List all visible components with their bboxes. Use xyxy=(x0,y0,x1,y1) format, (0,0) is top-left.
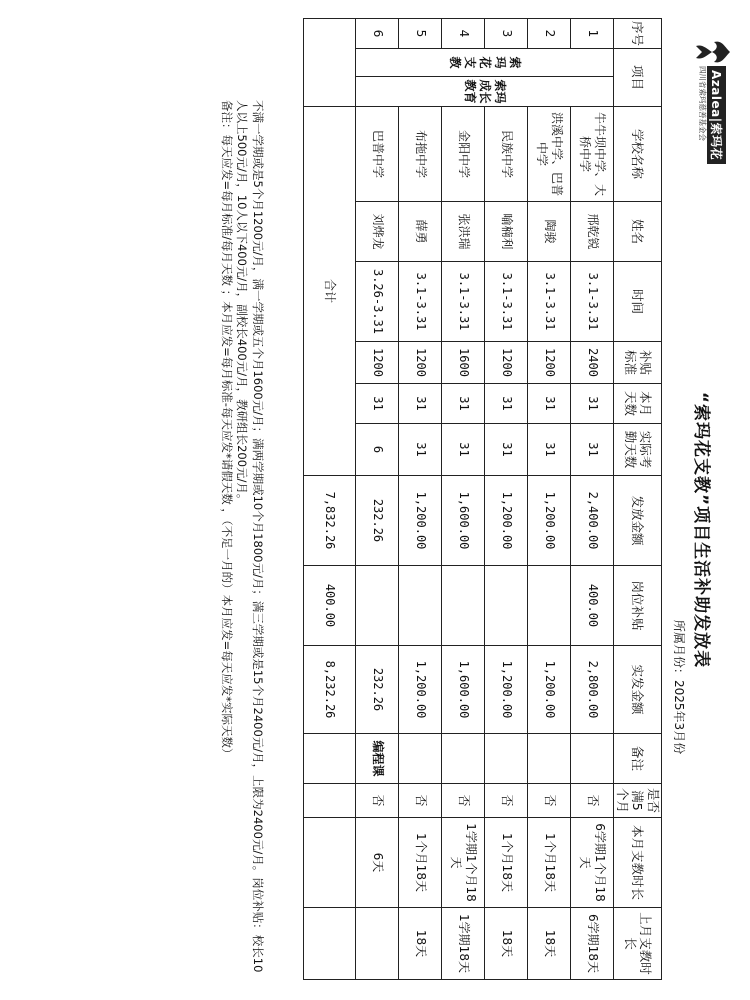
col-header-no: 序号 xyxy=(614,19,662,49)
table-total-row xyxy=(304,19,356,980)
cell-no: 5 xyxy=(399,19,442,49)
cell-post-subsidy xyxy=(442,566,485,646)
cell-name: 张洪瑞 xyxy=(442,202,485,262)
period-value: 2025年3月份 xyxy=(672,680,686,755)
cell-month-days: 31 xyxy=(442,384,485,424)
col-header-five-months: 是否满5个月 xyxy=(614,784,662,818)
cell-name: 喻楠利 xyxy=(485,202,528,262)
cell-five-months: 否 xyxy=(528,784,571,818)
cell-last-month: 18天 xyxy=(399,908,442,980)
cell-time: 3.26-3.31 xyxy=(356,262,399,342)
cell-amount: 232.26 xyxy=(356,476,399,566)
cell-name: 刘烨龙 xyxy=(356,202,399,262)
table-row xyxy=(356,19,399,980)
cell-paid: 1,200.00 xyxy=(399,646,442,734)
total-label: 合计 xyxy=(304,107,356,476)
cell-actual-days: 31 xyxy=(528,424,571,476)
cell-last-month: 6学期18天 xyxy=(571,908,614,980)
cell-five-months: 否 xyxy=(356,784,399,818)
cell-actual-days: 31 xyxy=(442,424,485,476)
cell-no: 4 xyxy=(442,19,485,49)
cell-this-month: 6学期1个月18天 xyxy=(571,818,614,908)
table-header-row xyxy=(614,19,662,980)
col-header-post-subsidy: 岗位补贴 xyxy=(614,566,662,646)
document-title: “索玛花支教”项目生活补助发放表 xyxy=(691,391,711,669)
cell-paid: 1,200.00 xyxy=(528,646,571,734)
azalea-flower-icon xyxy=(692,36,732,68)
cell-standard: 1200 xyxy=(485,342,528,384)
cell-five-months: 否 xyxy=(485,784,528,818)
table-row xyxy=(528,19,571,980)
cell-month-days: 31 xyxy=(485,384,528,424)
cell-school: 布拖中学 xyxy=(399,107,442,202)
col-header-actual-days: 实际考勤天数 xyxy=(614,424,662,476)
subsidy-table xyxy=(303,18,662,980)
cell-month-days: 31 xyxy=(528,384,571,424)
subsidy-rules-note: 不满一学期或是5个月1200元/月，满一学期或五个月1600元/月；满两学期或10个月1800元/月；满三学期或是15个月2400元/月，上限为2400元/月。岗位补贴：校长10人以上500元/月，10人以下400元/月，副校长400元/月，教研组长200元/月。 xyxy=(235,100,265,973)
cell-paid: 1,600.00 xyxy=(442,646,485,734)
cell-time: 3.1-3.31 xyxy=(399,262,442,342)
cell-remark xyxy=(442,734,485,784)
cell-last-month: 18天 xyxy=(528,908,571,980)
cell-post-subsidy xyxy=(399,566,442,646)
cell-month-days: 31 xyxy=(356,384,399,424)
cell-project-sub: 索玛成长教育 xyxy=(356,77,614,107)
cell-name: 薛勇 xyxy=(399,202,442,262)
cell-this-month: 1个月18天 xyxy=(399,818,442,908)
table-row xyxy=(442,19,485,980)
cell-this-month: 1个月18天 xyxy=(528,818,571,908)
cell-amount: 1,200.00 xyxy=(528,476,571,566)
cell-remark xyxy=(485,734,528,784)
cell-school: 民族中学 xyxy=(485,107,528,202)
table-row xyxy=(571,19,614,980)
cell-actual-days: 31 xyxy=(571,424,614,476)
logo-brand: Azalea|索玛花 xyxy=(707,66,726,164)
logo-org-name: 四川省索玛慈善基金会 xyxy=(698,66,707,141)
cell-actual-days: 31 xyxy=(399,424,442,476)
cell-five-months: 否 xyxy=(442,784,485,818)
cell-standard: 1200 xyxy=(528,342,571,384)
cell-post-subsidy: 400.00 xyxy=(571,566,614,646)
table-row xyxy=(399,19,442,980)
cell-no: 6 xyxy=(356,19,399,49)
col-header-amount: 发放金额 xyxy=(614,476,662,566)
col-header-name: 姓名 xyxy=(614,202,662,262)
cell-school: 金阳中学 xyxy=(442,107,485,202)
col-header-paid: 实发金额 xyxy=(614,646,662,734)
cell-month-days: 31 xyxy=(571,384,614,424)
cell-no: 2 xyxy=(528,19,571,49)
cell-paid: 2,800.00 xyxy=(571,646,614,734)
col-header-time: 时间 xyxy=(614,262,662,342)
calculation-note: 备注：每天应发=每月标准/每月天数 ；本月应发=每月标准-每天应发*请假天数 ，（不足一月的）本月应发=每天应发*实际天数） xyxy=(220,100,234,760)
cell-amount: 1,200.00 xyxy=(399,476,442,566)
cell-paid: 1,200.00 xyxy=(485,646,528,734)
total-five-months xyxy=(304,784,356,818)
cell-standard: 1600 xyxy=(442,342,485,384)
cell-project-main: 索玛花支教 xyxy=(356,49,614,77)
cell-standard: 2400 xyxy=(571,342,614,384)
col-header-project: 项目 xyxy=(614,49,662,107)
col-header-school: 学校名称 xyxy=(614,107,662,202)
col-header-standard: 补贴标准 xyxy=(614,342,662,384)
cell-post-subsidy xyxy=(485,566,528,646)
cell-school: 洪溪中学、巴普中学 xyxy=(528,107,571,202)
period-label: 所属月份： xyxy=(672,620,686,681)
cell-last-month: 1学期18天 xyxy=(442,908,485,980)
cell-name: 邢乾锐 xyxy=(571,202,614,262)
cell-actual-days: 6 xyxy=(356,424,399,476)
cell-time: 3.1-3.31 xyxy=(442,262,485,342)
cell-last-month xyxy=(356,908,399,980)
cell-post-subsidy xyxy=(528,566,571,646)
cell-this-month: 1个月18天 xyxy=(485,818,528,908)
total-paid: 8,232.26 xyxy=(304,646,356,734)
cell-school: 牛牛坝中学、大桥中学 xyxy=(571,107,614,202)
cell-five-months: 否 xyxy=(571,784,614,818)
cell-amount: 2,400.00 xyxy=(571,476,614,566)
cell-standard: 1200 xyxy=(399,342,442,384)
cell-amount: 1,600.00 xyxy=(442,476,485,566)
total-this-month xyxy=(304,818,356,908)
logo xyxy=(664,30,734,161)
cell-standard: 1200 xyxy=(356,342,399,384)
total-post-subsidy: 400.00 xyxy=(304,566,356,646)
cell-paid: 232.26 xyxy=(356,646,399,734)
cell-school: 巴普中学 xyxy=(356,107,399,202)
total-last-month xyxy=(304,908,356,980)
table-row xyxy=(485,19,528,980)
cell-time: 3.1-3.31 xyxy=(485,262,528,342)
cell-month-days: 31 xyxy=(399,384,442,424)
cell-last-month: 18天 xyxy=(485,908,528,980)
cell-this-month: 1学期1个月18天 xyxy=(442,818,485,908)
cell-remark: 编程课 xyxy=(356,734,399,784)
cell-no: 3 xyxy=(485,19,528,49)
total-amount: 7,832.26 xyxy=(304,476,356,566)
cell-time: 3.1-3.31 xyxy=(571,262,614,342)
cell-time: 3.1-3.31 xyxy=(528,262,571,342)
total-remark xyxy=(304,734,356,784)
col-header-month-days: 本月天数 xyxy=(614,384,662,424)
cell-remark xyxy=(399,734,442,784)
cell-this-month: 6天 xyxy=(356,818,399,908)
col-header-last-month: 上月支教时长 xyxy=(614,908,662,980)
cell-actual-days: 31 xyxy=(485,424,528,476)
cell-remark xyxy=(571,734,614,784)
cell-remark xyxy=(528,734,571,784)
cell-post-subsidy xyxy=(356,566,399,646)
cell-name: 陶骏 xyxy=(528,202,571,262)
period-line xyxy=(671,620,688,754)
total-spacer xyxy=(304,19,356,107)
cell-five-months: 否 xyxy=(399,784,442,818)
cell-no: 1 xyxy=(571,19,614,49)
col-header-remark: 备注 xyxy=(614,734,662,784)
cell-amount: 1,200.00 xyxy=(485,476,528,566)
col-header-this-month: 本月支教时长 xyxy=(614,818,662,908)
